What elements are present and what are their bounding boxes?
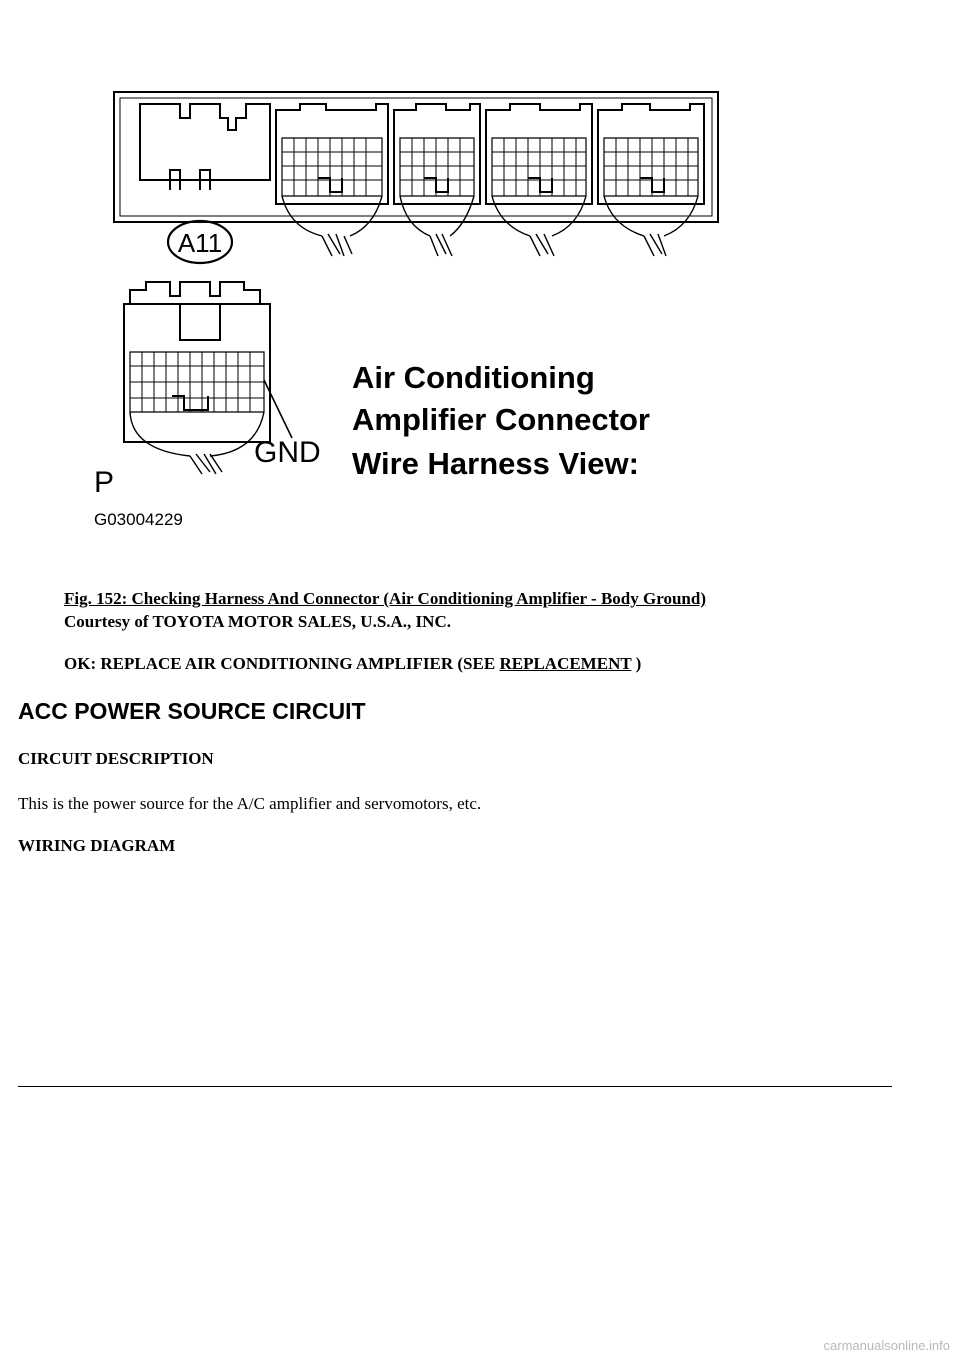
figure-courtesy: Courtesy of TOYOTA MOTOR SALES, U.S.A., INC.: [64, 612, 451, 631]
wiring-diagram-heading: WIRING DIAGRAM: [18, 836, 176, 855]
ok-instruction-prefix: OK: REPLACE AIR CONDITIONING AMPLIFIER (SEE: [64, 654, 500, 673]
replacement-link[interactable]: REPLACEMENT: [499, 654, 632, 673]
circuit-description-text: This is the power source for the A/C amplifier and servomotors, etc.: [18, 794, 482, 813]
connector-id-label: A11: [177, 228, 223, 258]
callout-line-2: Amplifier Connector: [352, 402, 650, 437]
connector-block-1: [276, 104, 388, 204]
connector-figure: [60, 60, 760, 580]
section-title: ACC POWER SOURCE CIRCUIT: [18, 698, 366, 724]
callout-line-1: Air Conditioning: [352, 360, 595, 395]
ok-instruction: [64, 654, 641, 674]
lower-connector: [124, 282, 270, 442]
callout-line-3: Wire Harness View:: [352, 446, 639, 481]
pin-label: P: [94, 466, 115, 499]
connector-block-3: [486, 104, 592, 204]
figure-code: G03004229: [94, 510, 183, 529]
left-connector-block: [140, 104, 270, 180]
circuit-description-heading: CIRCUIT DESCRIPTION: [18, 749, 214, 768]
connector-diagram: [60, 60, 760, 580]
figure-caption-link[interactable]: Fig. 152: Checking Harness And Connector (Air Conditioning Amplifier - Body Ground): [64, 589, 706, 608]
amplifier-housing: [114, 92, 718, 222]
watermark: carmanualsonline.info: [823, 1338, 950, 1353]
connector-block-2: [394, 104, 480, 204]
connector-block-4: [598, 104, 704, 204]
page-divider: [18, 1086, 892, 1087]
ok-instruction-suffix: ): [631, 654, 642, 673]
ground-label: GND: [254, 436, 321, 469]
